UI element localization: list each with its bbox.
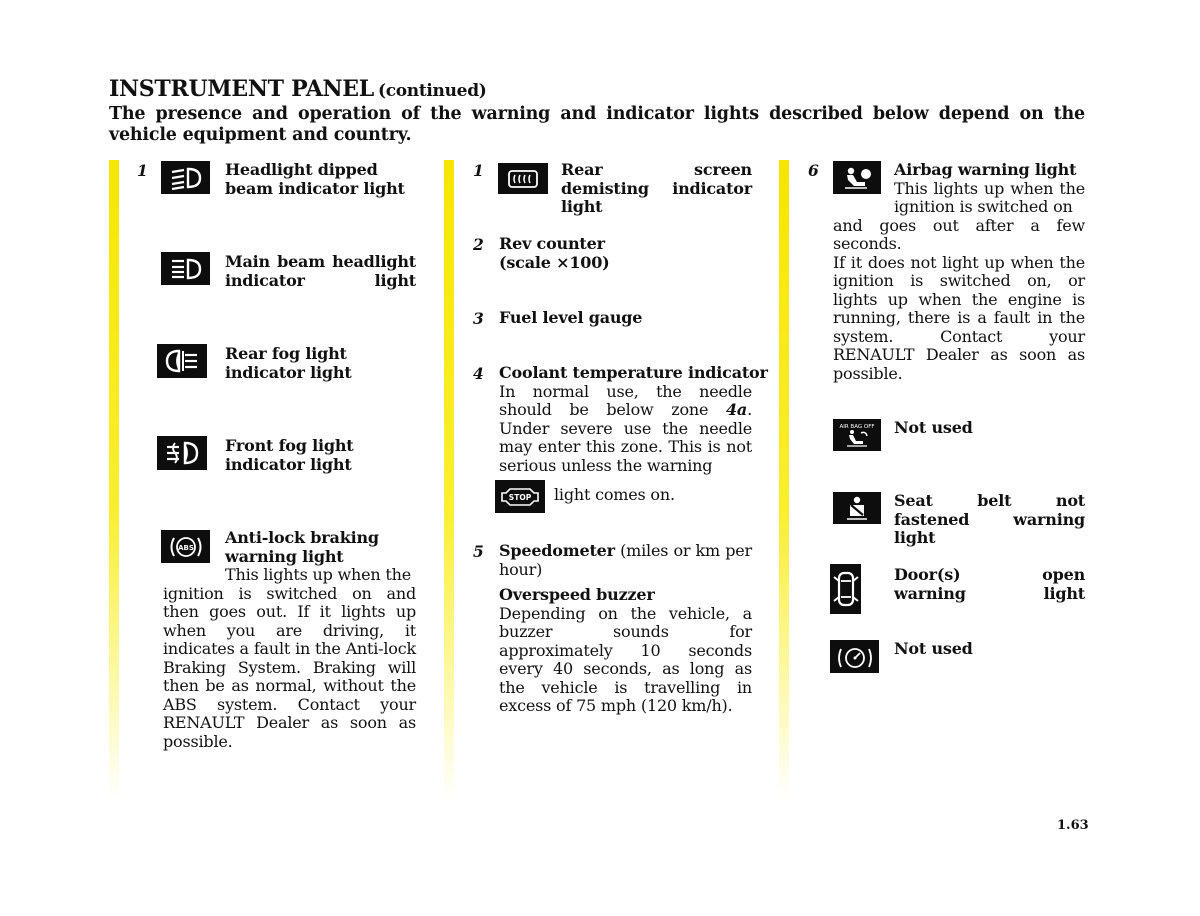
airbag-text-2: If it does not light up when the ignition is switched on, or lights up when the engine is running, there is a fault in the system. Contact your RENAULT Dealer as soon as possible. xyxy=(833,252,1085,383)
overspeed-buzzer-text: Depending on the vehicle, a buzzer sounds for approximately 10 seconds every 40 seconds, as long as the vehicle is travelling in excess of 75 mph (120 km/h). xyxy=(499,603,752,715)
rear-fog-title: Rear fog light indicator light xyxy=(225,344,352,382)
airbag-icon xyxy=(833,161,881,194)
column-bar-3 xyxy=(779,160,789,800)
page-number: 1.63 xyxy=(1057,818,1089,833)
intro-paragraph: The presence and operation of the warning and indicator lights described below depend on the vehicle equipment and country. xyxy=(109,104,1085,145)
doors-open-title: Door(s) open warning light xyxy=(894,565,1085,603)
not-used-label-1: Not used xyxy=(894,418,973,437)
door-open-icon xyxy=(830,564,861,614)
dipped-beam-title: Headlight dipped beam indicator light xyxy=(225,160,405,198)
rear-screen-title: Rear screen demisting indicator light xyxy=(561,160,752,216)
speedometer-units: (miles or km per hour) xyxy=(499,541,752,579)
airbag-text-first: This lights up when the ignition is switched on xyxy=(894,178,1085,216)
seatbelt-icon xyxy=(833,492,881,524)
abs-text-first-line: This lights up when the xyxy=(225,565,411,584)
seatbelt-title: Seat belt not fastened warning light xyxy=(894,491,1085,547)
dipped-beam-icon xyxy=(161,161,210,194)
item-number: 6 xyxy=(808,161,819,180)
coolant-zone: 4a xyxy=(726,400,748,419)
rear-screen-demist-icon xyxy=(498,163,548,194)
svg-text:ABS: ABS xyxy=(177,543,194,552)
svg-text:STOP: STOP xyxy=(508,492,532,502)
coolant-description: In normal use, the needle should be below zone 4a. Under severe use the needle may enter this zone. This is not serious unless the warning xyxy=(499,381,752,475)
item-number: 1 xyxy=(473,161,484,180)
coolant-text-c: light comes on. xyxy=(554,485,675,504)
abs-icon xyxy=(161,530,210,563)
page-title xyxy=(109,76,487,102)
coolant-title: Coolant temperature indicator xyxy=(499,363,768,382)
stop-warning-icon xyxy=(495,480,545,513)
not-used-label-2: Not used xyxy=(894,639,973,658)
title-text: INSTRUMENT PANEL xyxy=(109,76,374,102)
rev-counter-scale: (scale ×100) xyxy=(499,252,610,272)
airbag-text: and goes out after a few seconds. xyxy=(833,215,1085,253)
main-beam-title: Main beam headlight indicator light xyxy=(225,252,416,290)
speedometer-title: Speedometer xyxy=(499,541,615,560)
column-bar-1 xyxy=(109,160,119,800)
coolant-text-b: Under severe use the needle may enter this zone. This is not serious unless the warning xyxy=(499,418,752,475)
item-number: 3 xyxy=(473,309,484,328)
airbag-title: Airbag warning light xyxy=(894,160,1077,179)
abs-title: Anti-lock braking warning light xyxy=(225,528,379,566)
airbag-off-icon xyxy=(833,419,881,451)
front-fog-icon xyxy=(157,436,207,470)
item-number: 4 xyxy=(473,364,484,383)
rear-fog-icon xyxy=(157,344,207,378)
item-number: 1 xyxy=(137,161,148,180)
front-fog-title: Front fog light indicator light xyxy=(225,436,354,474)
title-suffix: (continued) xyxy=(377,81,487,101)
column-bar-2 xyxy=(444,160,454,800)
abs-description: ignition is switched on and then goes out. If it lights up when you are driving, it indicates a fault in the Anti-lock Braking System. Braking will then be as normal, without the ABS system. Contact your RENAULT Dealer as soon as possible. xyxy=(163,583,416,751)
main-beam-icon xyxy=(161,252,210,285)
rev-counter-title: Rev counter xyxy=(499,234,605,253)
gauge-warning-icon xyxy=(830,640,879,673)
speedometer-line xyxy=(499,542,752,579)
item-number: 2 xyxy=(473,235,484,254)
item-number: 5 xyxy=(473,542,484,561)
fuel-gauge-title: Fuel level gauge xyxy=(499,308,643,327)
coolant-text-a: In normal use, the needle should be below zone xyxy=(499,381,752,419)
overspeed-buzzer-title: Overspeed buzzer xyxy=(499,585,655,604)
airbag-off-text: AIR BAG OFF xyxy=(839,424,875,430)
